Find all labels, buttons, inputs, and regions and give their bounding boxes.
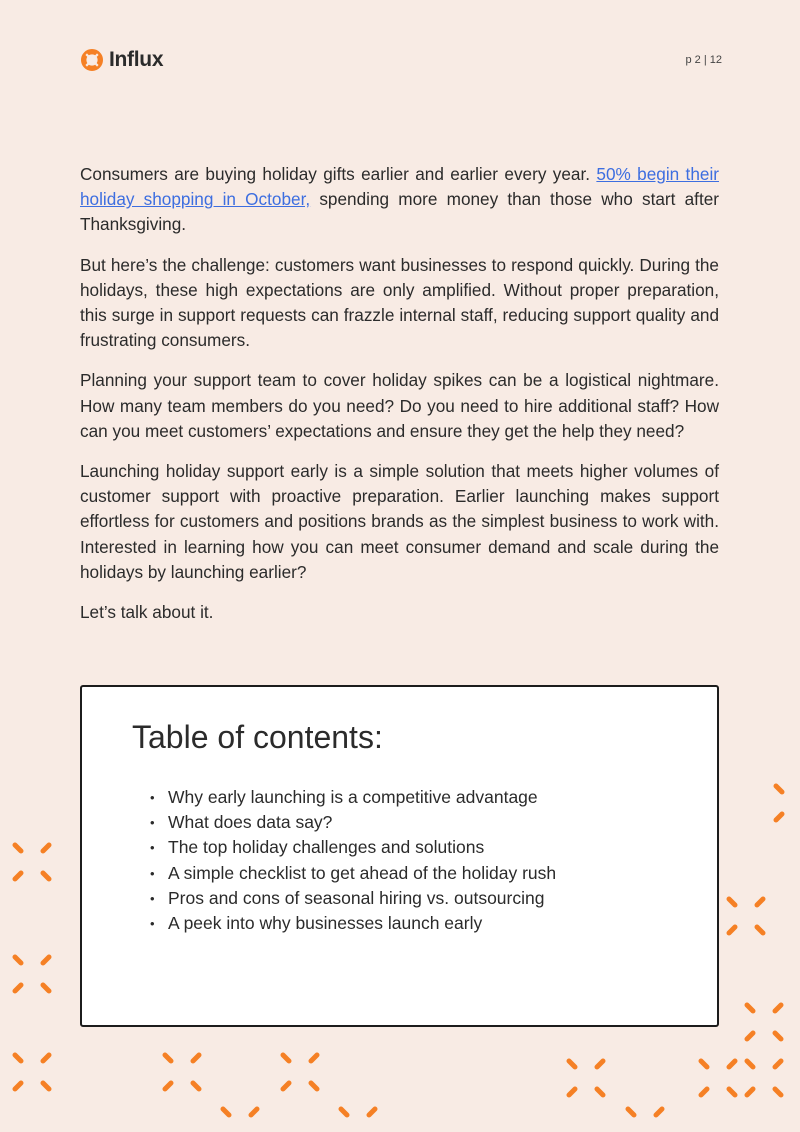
toc-item[interactable]: • Pros and cons of seasonal hiring vs. outsourcing: [150, 886, 556, 911]
decorative-dash: [597, 1089, 603, 1095]
decorative-dash: [747, 1033, 753, 1039]
decorative-dash: [775, 1033, 781, 1039]
paragraph-1-end: spending more money than those who start after Thanksgiving.: [80, 189, 719, 235]
decorative-dash: [757, 927, 763, 933]
decorative-dash: [311, 1055, 317, 1061]
toc-title: Table of contents:: [132, 719, 383, 755]
decorative-dash: [701, 1061, 707, 1067]
decorative-dash: [43, 1083, 49, 1089]
decorative-dash: [729, 899, 735, 905]
decorative-dash: [369, 1109, 375, 1115]
stat-link[interactable]: 50% begin their holiday shopping in October,: [80, 164, 719, 210]
decorative-dash: [747, 1061, 753, 1067]
toc-item[interactable]: • The top holiday challenges and solutions: [150, 835, 556, 860]
decorative-dash: [729, 927, 735, 933]
decorative-dash: [43, 873, 49, 879]
decorative-dash: [775, 1005, 781, 1011]
decorative-dash: [193, 1055, 199, 1061]
brand-name: Influx: [109, 48, 164, 71]
decorative-dash: [165, 1083, 171, 1089]
decorative-dash: [15, 985, 21, 991]
decorative-dash: [43, 985, 49, 991]
decorative-dash: [701, 1089, 707, 1095]
decorative-dash: [776, 814, 782, 820]
paragraph-1-start: Consumers are buying holiday gifts earlier and earlier every year.: [80, 164, 597, 184]
decorative-dash: [15, 1083, 21, 1089]
decorative-dash: [775, 1089, 781, 1095]
decorative-dash: [223, 1109, 229, 1115]
decorative-dash: [747, 1089, 753, 1095]
toc-item[interactable]: • Why early launching is a competitive advantage: [150, 785, 556, 810]
paragraph-3: Planning your support team to cover holiday spikes can be a logistical nightmare. How many team members do you need? Do you need to hire additional staff? How can you meet customers’ expectations and ensure they get the help they need?: [80, 370, 719, 441]
decorative-dash: [569, 1089, 575, 1095]
decorative-dash: [775, 1061, 781, 1067]
decorative-dash: [656, 1109, 662, 1115]
toc-item[interactable]: • A simple checklist to get ahead of the holiday rush: [150, 861, 556, 886]
decorative-dash: [729, 1089, 735, 1095]
paragraph-4: Launching holiday support early is a simple solution that meets higher volumes of customer support with proactive preparation. Earlier launching makes support effortless for customers and positions brands as the simplest business to work with. Interested in learning how you can meet consumer demand and scale during the holidays by launching earlier?: [80, 461, 719, 582]
decorative-dash: [776, 786, 782, 792]
toc-item[interactable]: • What does data say?: [150, 810, 556, 835]
paragraph-2: But here’s the challenge: customers want businesses to respond quickly. During the holidays, these high expectations are only amplified. Without proper preparation, this surge in support requests can frazzle internal staff, reducing support quality and frustrating consumers.: [80, 254, 719, 351]
decorative-dash: [569, 1061, 575, 1067]
decorative-dash: [43, 845, 49, 851]
decorative-dash: [283, 1055, 289, 1061]
decorative-dash: [757, 899, 763, 905]
decorative-dash: [283, 1083, 289, 1089]
paragraph-5: Let’s talk about it.: [80, 602, 214, 623]
decorative-dash: [15, 873, 21, 879]
decorative-dash: [15, 845, 21, 851]
decorative-dash: [15, 1055, 21, 1061]
decorative-dash: [628, 1109, 634, 1115]
decorative-dash: [193, 1083, 199, 1089]
decorative-dash: [597, 1061, 603, 1067]
page-number: p 2 | 12: [685, 54, 722, 66]
decorative-dash: [251, 1109, 257, 1115]
decorative-dash: [341, 1109, 347, 1115]
decorative-dash: [747, 1005, 753, 1011]
decorative-dash: [311, 1083, 317, 1089]
decorative-dash: [165, 1055, 171, 1061]
decorative-dash: [43, 957, 49, 963]
decorative-dash: [43, 1055, 49, 1061]
decorative-dash: [15, 957, 21, 963]
toc-item[interactable]: • A peek into why businesses launch early: [150, 911, 556, 936]
decorative-dash: [729, 1061, 735, 1067]
